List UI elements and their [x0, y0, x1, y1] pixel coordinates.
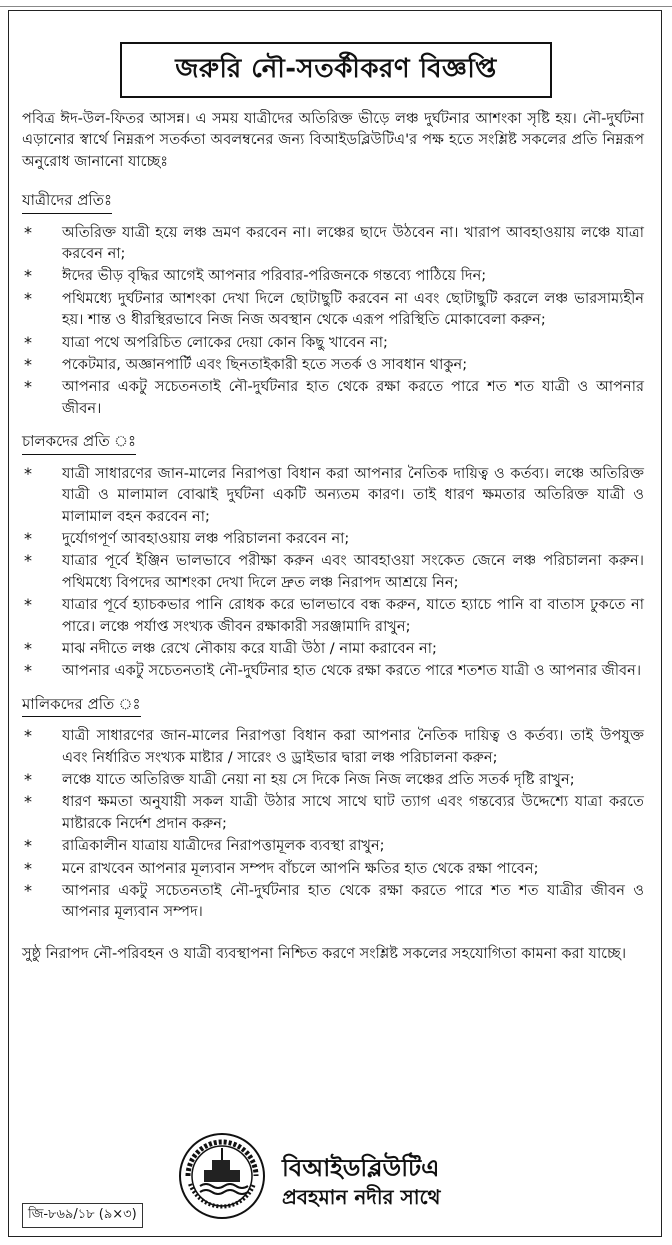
bullet-text: লঞ্চে যাতে অতিরিক্ত যাত্রী নেয়া না হয় সে দিকে নিজ নিজ লঞ্চের প্রতি সতর্ক দৃষ্টি রাখুন; [62, 770, 575, 788]
top-cut-line [0, 0, 672, 7]
list-item [22, 528, 644, 549]
bullet-text: রাত্রিকালীন যাত্রায় যাত্রীদের নিরাপত্তামূলক ব্যবস্থা রাখুন; [62, 837, 385, 855]
bullet-text: যাত্রার পূর্বে হ্যাচকভার পানি রোধক করে ভালভাবে বন্ধ করুন, যাতে হ্যাচে পানি বা বাতাস ঢুকতে না পারে। লঞ্চে পর্যাপ্ত সংখ্যক জীবন রক্ষাকারী সরঞ্জামাদি রাখুন; [62, 596, 644, 635]
list-item [22, 594, 644, 637]
list-item [22, 769, 644, 790]
bullet-text: যাত্রা পথে অপরিচিত লোকের দেয়া কোন কিছু খাবেন না; [62, 333, 388, 351]
list-item [22, 332, 644, 353]
bullet-text: অতিরিক্ত যাত্রী হয়ে লঞ্চ ভ্রমণ করবেন না। লঞ্চের ছাদে উঠবেন না। খারাপ আবহাওয়ায় লঞ্চে যাত্রা করবেন না; [62, 223, 644, 263]
list-item [22, 725, 644, 768]
bullet-star: * [24, 463, 32, 483]
bullet-text: যাত্রী সাধারণের জান-মালের নিরাপত্তা বিধান করা আপনার নৈতিক দায়িত্ব ও কর্তব্য। লঞ্চে অতিরিক্ত যাত্রী ও মালামাল বোঝাই দুর্ঘটনা একটি অন্যতম কারণ। তাই ধারণ ক্ষমতার অতিরিক্ত যাত্রী ও মালামাল বহন করবেন না; [62, 464, 644, 525]
bullet-text: আপনার একটু সচেতনতাই নৌ-দুর্ঘটনার হাত থেকে রক্ষা করতে পারে শত শত যাত্রী ও আপনার জীবন। [62, 378, 644, 417]
bullet-list [22, 222, 644, 420]
bullet-star: * [24, 638, 32, 658]
list-item [22, 354, 644, 375]
bullet-text: ধারণ ক্ষমতা অনুযায়ী সকল যাত্রী উঠার সাথে সাথে ঘাট ত্যাগ এবং গন্তব্যের উদ্দেশ্যে যাত্রা করতে মাষ্টারকে নির্দেশ প্রদান করুন; [62, 793, 644, 832]
biwta-seal-icon [178, 1132, 266, 1220]
bullet-star: * [24, 222, 32, 242]
list-item [22, 791, 644, 834]
list-item [22, 265, 644, 286]
list-item [22, 288, 644, 331]
bullet-star: * [24, 661, 32, 681]
bullet-text: মনে রাখবেন আপনার মূল্যবান সম্পদ বাঁচলে আপনি ক্ষতির হাত থেকে রক্ষা পাবেন; [62, 859, 539, 877]
bullet-star: * [24, 792, 32, 812]
section-heading: মালিকদের প্রতি ঃ [22, 694, 141, 717]
bullet-star: * [24, 288, 32, 308]
bullet-star: * [24, 858, 32, 878]
bullet-text: পথিমধ্যে দুর্ঘটনার আশংকা দেখা দিলে ছোটাছুটি করবেন না এবং ছোটাছুটি করলে লঞ্চ ভারসাম্যহীন হয়। শান্ত ও ধীরস্থিরভাবে নিজ নিজ অবস্থান থেকে এরূপ পরিস্থিতি মোকাবেলা করুন; [62, 289, 644, 329]
list-item [22, 835, 644, 856]
bullet-star: * [24, 836, 32, 856]
bullet-text: আপনার একটু সচেতনতাই নৌ-দুর্ঘটনার হাত থেকে রক্ষা করতে পারে শতশত যাত্রী ও আপনার জীবন। [62, 662, 642, 680]
list-item [22, 222, 644, 265]
bullet-star: * [24, 769, 32, 789]
bullet-text: দুর্যোগপূর্ণ আবহাওয়ায় লঞ্চ পরিচালনা করবেন না; [62, 529, 350, 547]
bullet-text: ঈদের ভীড় বৃদ্ধির আগেই আপনার পরিবার-পরিজনকে গন্তব্যে পাঠিয়ে দিন; [62, 267, 487, 285]
reference-number: জি-৮৬৯/১৮ (৯×৩) [22, 1203, 143, 1228]
sections-container [22, 182, 644, 923]
bullet-text: পকেটমার, অজ্ঞানপার্টি এবং ছিনতাইকারী হতে সতর্ক ও সাবধান থাকুন; [62, 356, 468, 374]
bullet-text: আপনার একটু সচেতনতাই নৌ-দুর্ঘটনার হাত থেকে রক্ষা করতে পারে শত শত যাত্রীর জীবন ও আপনার মূল্যবান সম্পদ। [62, 882, 644, 921]
bullet-star: * [24, 881, 32, 900]
list-item [22, 660, 644, 681]
bullet-text: যাত্রার পূর্বে ইঞ্জিন ভালভাবে পরীক্ষা করুন এবং আবহাওয়া সংকেত জেনে লঞ্চ পরিচালনা করুন। পথিমধ্যে বিপদের আশংকা দেখা দিলে দ্রুত লঞ্চ নিরাপদ আশ্রয়ে নিন; [62, 552, 644, 591]
org-name: বিআইডব্লিউটিএ [282, 1154, 440, 1182]
bullet-text: যাত্রী সাধারণের জান-মালের নিরাপত্তা বিধান করা আপনার নৈতিক দায়িত্ব ও কর্তব্য। তাই উপযুক্ত এবং নির্ধারিত সংখ্যক মাষ্টার / সারেং ও ড্রাইভার দ্বারা লঞ্চ পরিচালনা করুন; [62, 727, 644, 766]
bullet-star: * [24, 726, 32, 746]
list-item [22, 638, 644, 659]
list-item [22, 376, 644, 419]
bullet-list [22, 463, 644, 682]
bullet-star: * [24, 266, 32, 286]
bullet-star: * [24, 332, 32, 352]
section-heading: চালকদের প্রতি ঃ [22, 431, 136, 454]
list-item [22, 880, 644, 923]
bullet-star: * [24, 528, 32, 548]
bullet-star: * [24, 595, 32, 615]
closing-paragraph: সুষ্ঠু নিরাপদ নৌ-পরিবহন ও যাত্রী ব্যবস্থাপনা নিশ্চিত করণে সংশ্লিষ্ট সকলের সহযোগিতা কামনা করা যাচ্ছে। [22, 944, 627, 962]
list-item [22, 463, 644, 527]
intro-paragraph: পবিত্র ঈদ-উল-ফিতর আসন্ন। এ সময় যাত্রীদের অতিরিক্ত ভীড়ে লঞ্চ দুর্ঘটনার আশংকা সৃষ্টি হয়। নৌ-দুর্ঘটনা এড়ানোর স্বার্থে নিম্নরূপ সতর্কতা অবলম্বনের জন্য বিআইডব্লিউটিএ'র পক্ষ হতে সংশ্লিষ্ট সকলের প্রতি নিম্নরূপ অনুরোধ জানানো যাচ্ছেঃ [22, 110, 644, 170]
bullet-star: * [24, 377, 32, 397]
bullet-text: মাঝ নদীতে লঞ্চ রেখে নৌকায় করে যাত্রী উঠা / নামা করাবেন না; [62, 639, 437, 657]
bullet-list [22, 725, 644, 923]
org-slogan: প্রবহমান নদীর সাথে [282, 1185, 441, 1209]
bullet-star: * [24, 355, 32, 375]
list-item [22, 550, 644, 593]
bullet-star: * [24, 551, 32, 571]
notice-title: জরুরি নৌ-সতর্কীকরণ বিজ্ঞপ্তি [120, 42, 552, 98]
list-item [22, 858, 644, 879]
section-heading: যাত্রীদের প্রতিঃ [22, 190, 112, 213]
notice-body [22, 108, 644, 964]
